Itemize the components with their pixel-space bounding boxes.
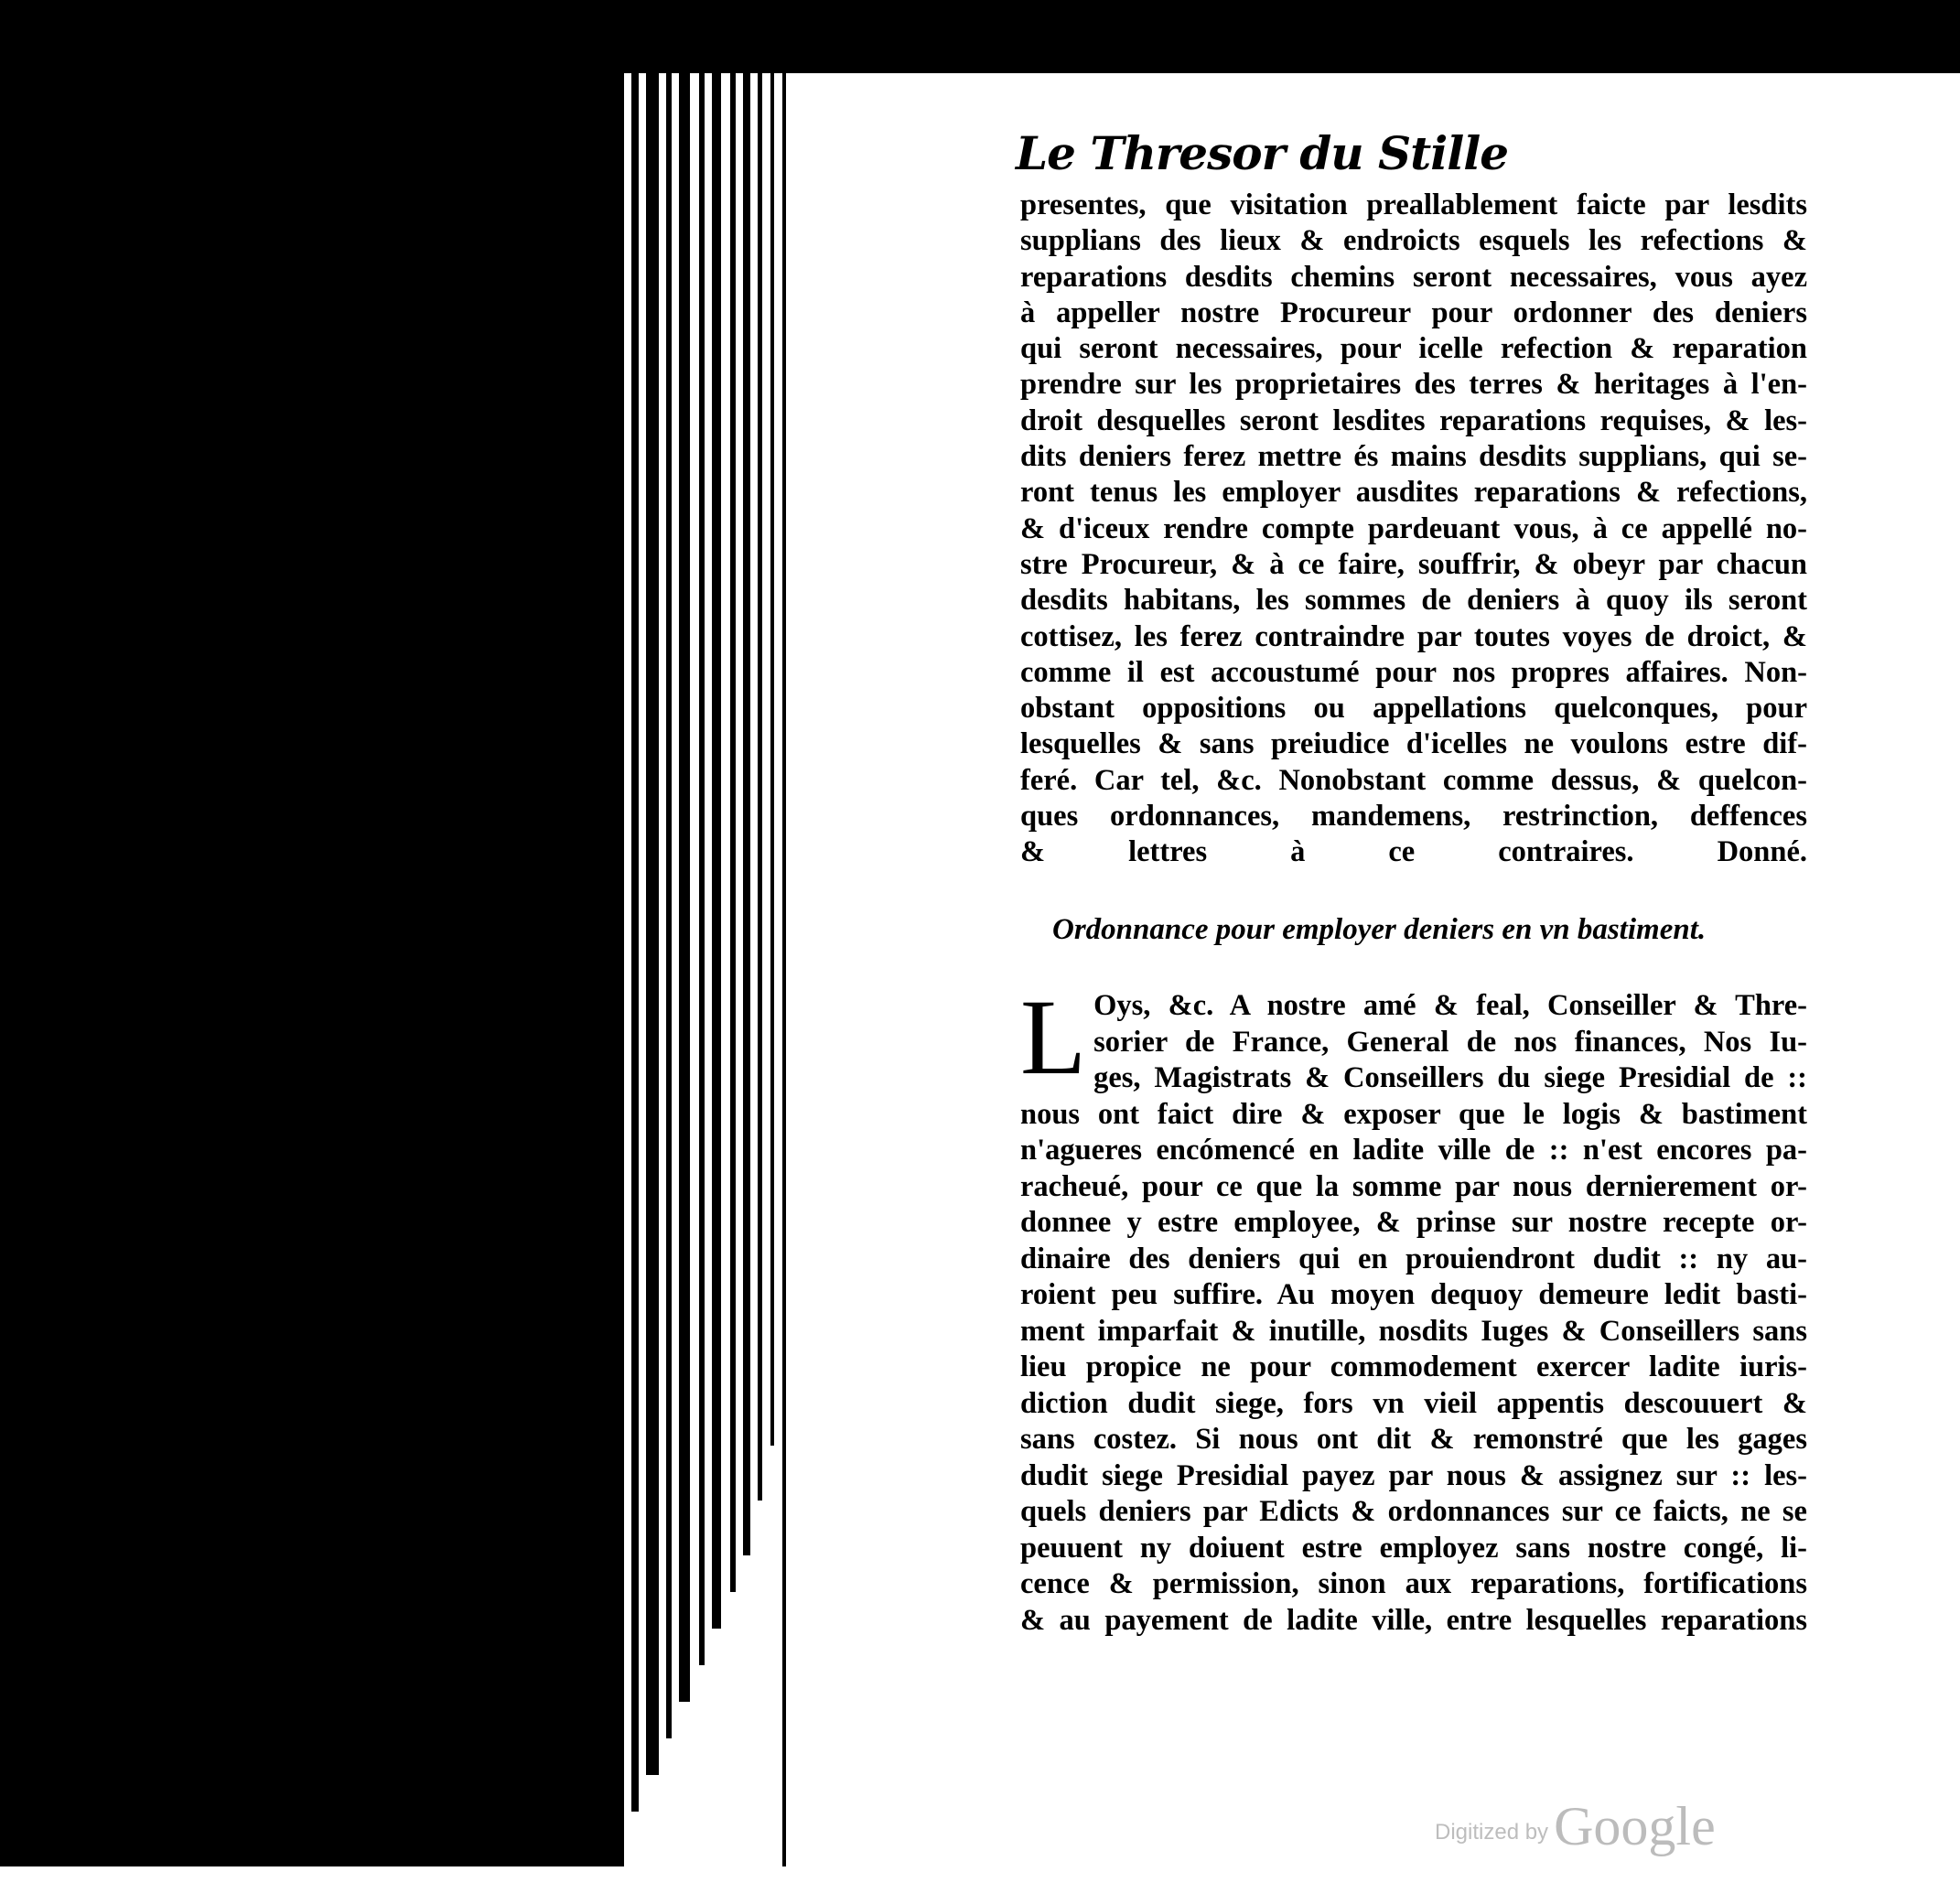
text-line: Oys, &c. A nostre amé & feal, Conseiller & Thre- — [1093, 989, 1807, 1022]
text-line: lesquelles & sans preiudice d'icelles ne voulons estre dif- — [1020, 727, 1807, 761]
text-line: dinaire des deniers qui en prouiendront dudit :: ny au- — [1020, 1242, 1807, 1275]
watermark-logo-text: Google — [1554, 1796, 1716, 1856]
text-line: feré. Car tel, &c. Nonobstant comme dessus, & quelcon- — [1020, 763, 1807, 797]
book-page-edges-dark — [0, 0, 613, 1866]
text-line: stre Procureur, & à ce faire, souffrir, & obeyr par chacun — [1020, 547, 1807, 581]
text-line: supplians des lieux & endroicts esquels les refections & — [1020, 224, 1807, 258]
text-line: diction dudit siege, fors vn vieil appentis descouuert & — [1020, 1386, 1807, 1420]
text-line: reparations desdits chemins seront necessaires, vous ayez — [1020, 260, 1807, 294]
section-heading: Ordonnance pour employer deniers en vn bastiment. — [1052, 913, 1707, 946]
text-line: dits deniers ferez mettre és mains desdits supplians, qui se- — [1020, 440, 1807, 474]
text-line: & au payement de ladite ville, entre lesquelles reparations — [1020, 1603, 1807, 1637]
paragraph-2 — [1020, 977, 1807, 1639]
text-line: n'agueres encómencé en ladite ville de :: n'est encores pa- — [1020, 1134, 1807, 1167]
text-line: ment imparfait & inutille, nosdits Iuges & Conseillers sans — [1020, 1314, 1807, 1348]
text-line: obstant oppositions ou appellations quelconques, pour — [1020, 692, 1807, 726]
text-line: desdits habitans, les sommes de deniers à quoy ils seront — [1020, 584, 1807, 618]
text-line: nous ont faict dire & exposer que le logis & bastiment — [1020, 1097, 1807, 1131]
text-line: sans costez. Si nous ont dit & remonstré que les gages — [1020, 1423, 1807, 1456]
text-line: prendre sur les proprietaires des terres & heritages à l'en- — [1020, 368, 1807, 402]
watermark-small-text: Digitized by — [1435, 1820, 1549, 1845]
running-head: Le Thresor du Stille — [1016, 126, 1509, 180]
page-edge-stack — [604, 73, 787, 1866]
text-line: & d'iceux rendre compte pardeuant vous, à ce appellé no- — [1020, 511, 1807, 545]
text-line: ques ordonnances, mandemens, restrinction, deffences — [1020, 800, 1807, 834]
text-line: cottisez, les ferez contraindre par toutes voyes de droict, & — [1020, 619, 1807, 653]
text-line: peuuent ny doiuent estre employez sans nostre congé, li- — [1020, 1531, 1807, 1565]
text-line: roient peu suffire. Au moyen dequoy demeure ledit basti- — [1020, 1278, 1807, 1311]
text-line: dudit siege Presidial payez par nous & assignez sur :: les- — [1020, 1458, 1807, 1492]
text-line: quels deniers par Edicts & ordonnances sur ce faicts, ne se — [1020, 1495, 1807, 1528]
text-line: cence & permission, sinon aux reparations, fortifications — [1020, 1567, 1807, 1600]
text-line: ront tenus les employer ausdites reparations & refections, — [1020, 476, 1807, 510]
text-line: donnee y estre employee, & prinse sur nostre recepte or- — [1020, 1206, 1807, 1239]
text-line: & lettres à ce contraires. Donné. — [1020, 835, 1807, 869]
digitized-by-google-watermark — [1435, 1795, 1716, 1858]
text-line: presentes, que visitation preallablement faicte par lesdits — [1020, 188, 1807, 221]
text-line: droit desquelles seront lesdites reparations requises, & les- — [1020, 403, 1807, 437]
text-line: lieu propice ne pour commodement exercer ladite iuris- — [1020, 1350, 1807, 1383]
text-line: sorier de France, General de nos finances, Nos Iu- — [1093, 1025, 1807, 1059]
text-line: qui seront necessaires, pour icelle refection & reparation — [1020, 332, 1807, 366]
text-line: racheué, pour ce que la somme par nous dernierement or- — [1020, 1169, 1807, 1203]
text-line: ges, Magistrats & Conseillers du siege Presidial de :: — [1093, 1061, 1807, 1094]
text-line: comme il est accoustumé pour nos propres affaires. Non- — [1020, 655, 1807, 689]
text-line: à appeller nostre Procureur pour ordonner des deniers — [1020, 296, 1807, 329]
drop-cap: L — [1020, 977, 1087, 1097]
paragraph-1 — [1020, 188, 1807, 871]
